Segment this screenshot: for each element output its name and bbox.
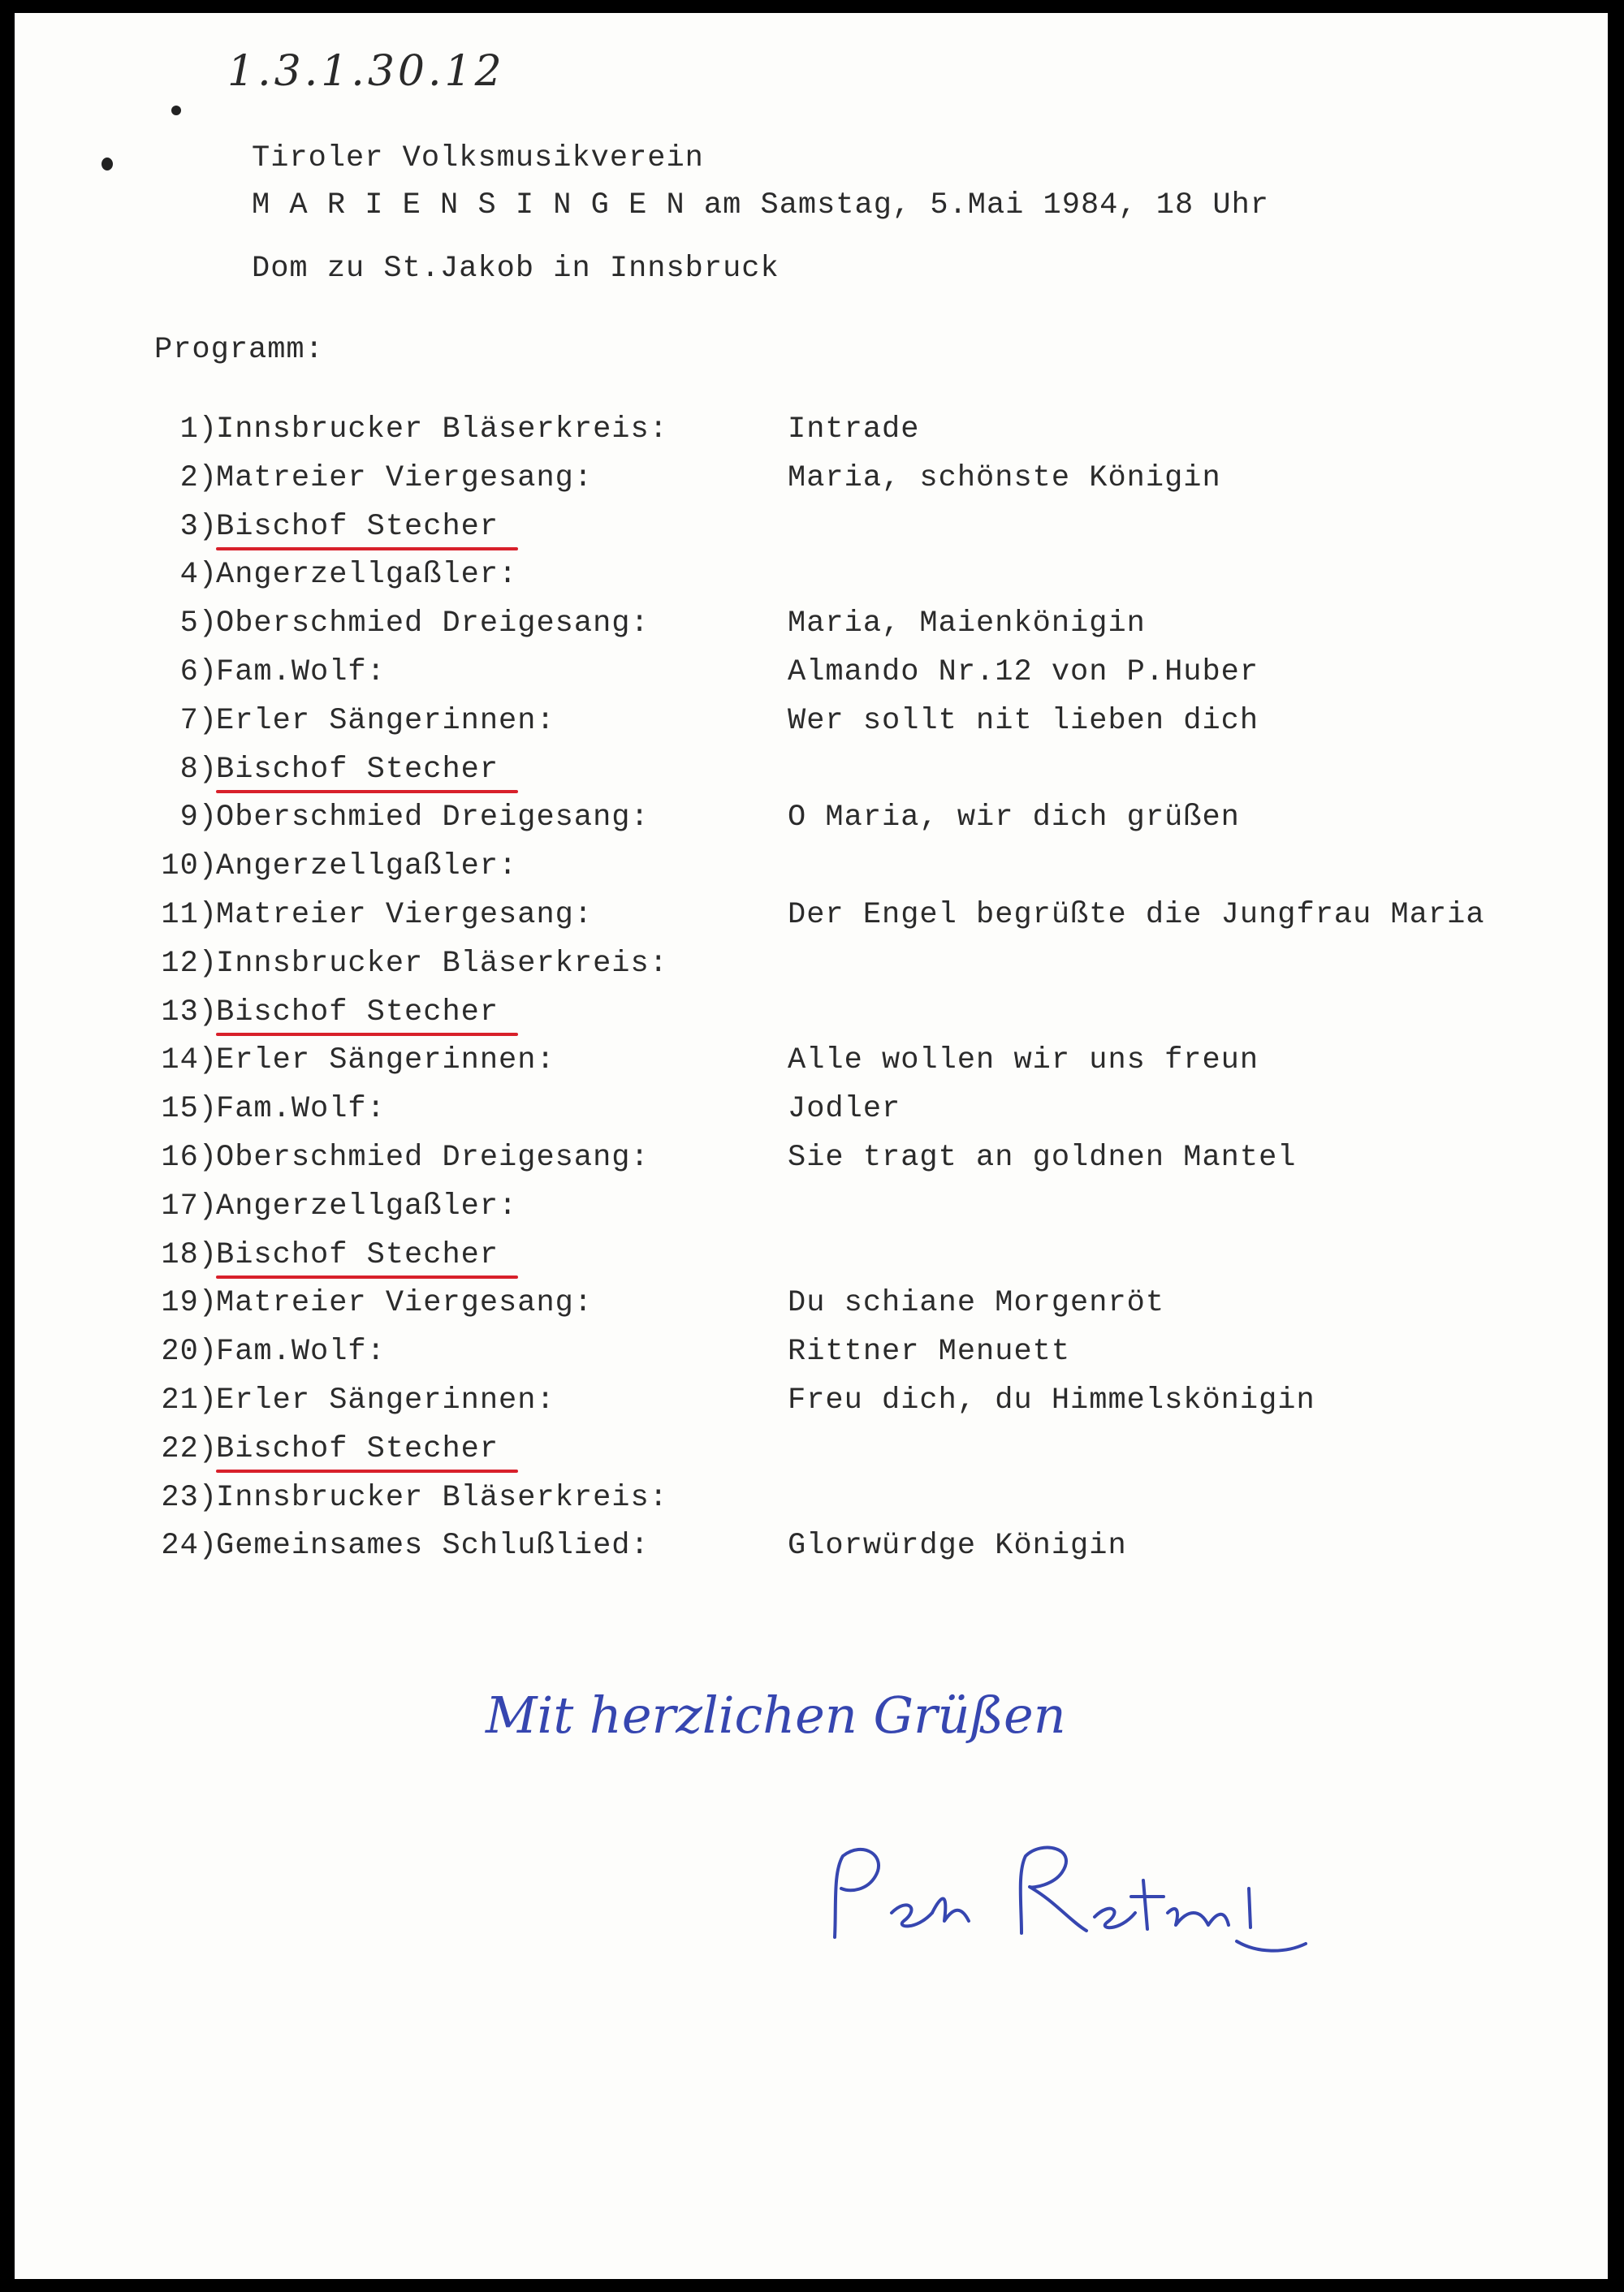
program-row <box>15 655 1608 696</box>
program-number: 17) <box>161 1189 218 1224</box>
program-row <box>15 412 1608 453</box>
program-piece: Rittner Menuett <box>788 1335 1071 1370</box>
program-row <box>15 753 1608 793</box>
program-performer: Bischof Stecher <box>216 1431 499 1466</box>
program-row <box>15 704 1608 745</box>
program-performer: Matreier Viergesang: <box>216 898 594 932</box>
program-performer: Innsbrucker Bläserkreis: <box>216 1480 668 1515</box>
program-performer: Angerzellgaßler: <box>216 849 518 884</box>
red-underline <box>216 1470 518 1473</box>
program-performer: Fam.Wolf: <box>216 1092 386 1127</box>
program-piece: Almando Nr.12 von P.Huber <box>788 655 1259 689</box>
ink-dot <box>171 106 181 115</box>
program-performer: Fam.Wolf: <box>216 655 386 689</box>
program-number: 16) <box>161 1141 218 1175</box>
program-performer: Erler Sängerinnen: <box>216 1043 555 1078</box>
program-piece: Jodler <box>788 1092 901 1127</box>
program-piece: Freu dich, du Himmelskönigin <box>788 1383 1315 1418</box>
program-performer: Erler Sängerinnen: <box>216 1383 555 1418</box>
program-piece: Der Engel begrüßte die Jungfrau Maria <box>788 898 1485 932</box>
program-row <box>15 1481 1608 1522</box>
program-performer: Bischof Stecher <box>216 752 499 787</box>
program-piece: O Maria, wir dich grüßen <box>788 801 1240 835</box>
document-page <box>15 13 1608 2279</box>
program-number: 19) <box>161 1286 218 1321</box>
program-piece: Sie tragt an goldnen Mantel <box>788 1141 1297 1175</box>
program-piece: Intrade <box>788 412 920 447</box>
header-organization: Tiroler Volksmusikverein <box>252 141 704 175</box>
program-row <box>15 1335 1608 1375</box>
program-piece: Maria, schönste Königin <box>788 460 1221 495</box>
program-row <box>15 801 1608 841</box>
program-row <box>15 1529 1608 1569</box>
red-underline <box>216 1033 518 1036</box>
program-row <box>15 1238 1608 1279</box>
program-number: 13) <box>161 995 218 1029</box>
program-row <box>15 1141 1608 1181</box>
program-performer: Angerzellgaßler: <box>216 1189 518 1224</box>
ink-dot <box>102 158 113 170</box>
program-number: 1) <box>179 412 218 447</box>
program-performer: Angerzellgaßler: <box>216 558 518 593</box>
program-performer: Oberschmied Dreigesang: <box>216 801 650 835</box>
program-row <box>15 1189 1608 1230</box>
closing-note: Mit herzlichen Grüßen <box>486 1686 1066 1745</box>
program-row <box>15 947 1608 987</box>
program-performer: Innsbrucker Bläserkreis: <box>216 946 668 981</box>
signature <box>818 1832 1322 1962</box>
program-label: Programm: <box>154 333 324 367</box>
program-row <box>15 849 1608 890</box>
program-row <box>15 898 1608 939</box>
program-performer: Bischof Stecher <box>216 995 499 1029</box>
program-performer: Oberschmied Dreigesang: <box>216 1141 650 1175</box>
program-piece: Du schiane Morgenröt <box>788 1286 1165 1321</box>
program-number: 11) <box>161 898 218 932</box>
program-row <box>15 1432 1608 1473</box>
program-piece: Maria, Maienkönigin <box>788 606 1146 641</box>
program-number: 7) <box>179 703 218 738</box>
program-performer: Matreier Viergesang: <box>216 1286 594 1321</box>
red-underline <box>216 1275 518 1279</box>
program-performer: Gemeinsames Schlußlied: <box>216 1529 650 1564</box>
program-number: 10) <box>161 849 218 884</box>
archive-number: 1.3.1.30.12 <box>227 47 505 96</box>
program-number: 24) <box>161 1529 218 1564</box>
program-number: 20) <box>161 1335 218 1370</box>
red-underline <box>216 547 518 550</box>
program-number: 2) <box>179 460 218 495</box>
program-number: 15) <box>161 1092 218 1127</box>
program-performer: Oberschmied Dreigesang: <box>216 606 650 641</box>
program-number: 23) <box>161 1480 218 1515</box>
program-performer: Matreier Viergesang: <box>216 460 594 495</box>
program-row <box>15 1092 1608 1133</box>
program-row <box>15 606 1608 647</box>
program-row <box>15 1286 1608 1327</box>
program-row <box>15 461 1608 502</box>
program-piece: Alle wollen wir uns freun <box>788 1043 1259 1078</box>
program-number: 22) <box>161 1431 218 1466</box>
program-piece: Wer sollt nit lieben dich <box>788 703 1259 738</box>
program-performer: Bischof Stecher <box>216 509 499 544</box>
program-performer: Erler Sängerinnen: <box>216 703 555 738</box>
program-number: 9) <box>179 801 218 835</box>
program-number: 8) <box>179 752 218 787</box>
program-row <box>15 1043 1608 1084</box>
program-performer: Innsbrucker Bläserkreis: <box>216 412 668 447</box>
red-underline <box>216 790 518 793</box>
program-number: 5) <box>179 606 218 641</box>
program-number: 4) <box>179 558 218 593</box>
program-number: 21) <box>161 1383 218 1418</box>
program-number: 3) <box>179 509 218 544</box>
program-row <box>15 510 1608 550</box>
program-number: 12) <box>161 946 218 981</box>
program-row <box>15 558 1608 598</box>
program-piece: Glorwürdge Königin <box>788 1529 1127 1564</box>
program-row <box>15 1383 1608 1424</box>
program-performer: Fam.Wolf: <box>216 1335 386 1370</box>
program-number: 18) <box>161 1237 218 1272</box>
program-performer: Bischof Stecher <box>216 1237 499 1272</box>
program-number: 14) <box>161 1043 218 1078</box>
header-event: M A R I E N S I N G E N am Samstag, 5.Mai 1984, 18 Uhr <box>252 188 1269 222</box>
header-venue: Dom zu St.Jakob in Innsbruck <box>252 252 780 286</box>
program-number: 6) <box>179 655 218 689</box>
program-row <box>15 995 1608 1036</box>
